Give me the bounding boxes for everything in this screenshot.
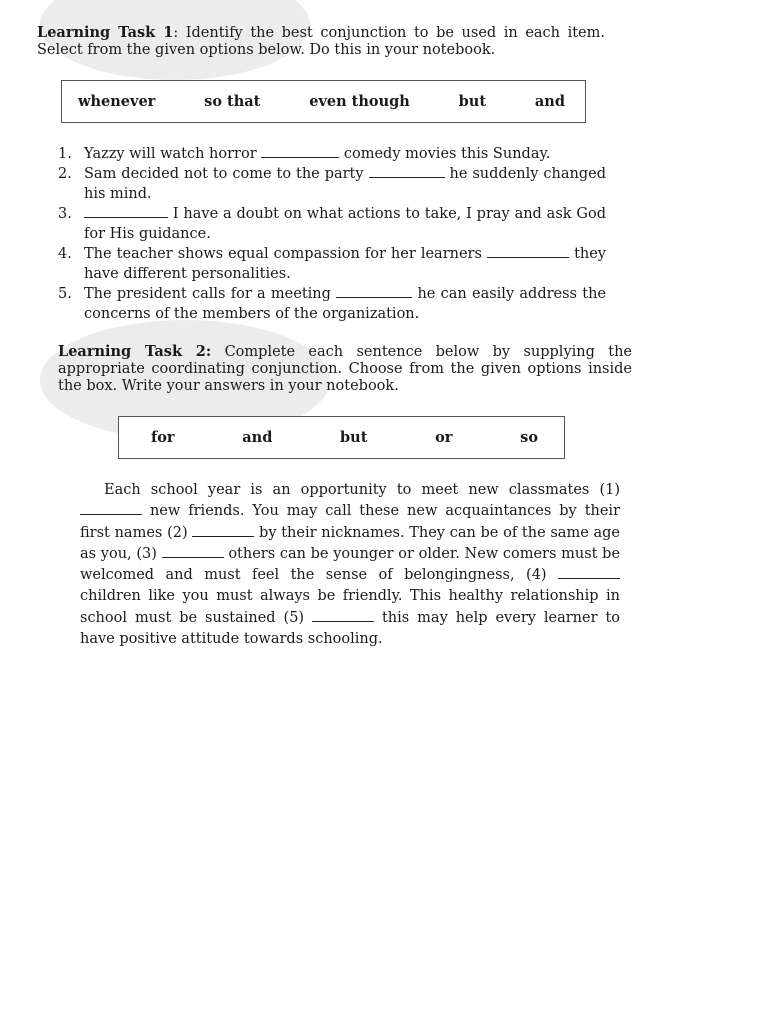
task1-options-box (61, 80, 586, 123)
option-but: but (458, 93, 487, 110)
task1-item-list (58, 144, 606, 324)
task2-paragraph: Each school year is an opportunity to meet new classmates (1) new friends. You may call these new acquaintances by their first names (2) by their nicknames. They can be of the same age as you, (3) others can be younger or older. New comers must be welcomed and must feel the sense of belongingness, (4) children like you must always be friendly. This healthy relationship in school must be sustained (5) this may help every learner to have positive attitude towards schooling. (80, 482, 621, 648)
answer-blank (336, 284, 412, 298)
list-item: 4. The teacher shows equal compassion for her learners they have different personalities. (58, 246, 607, 282)
task2-instruction-text: Complete each sentence below by supplying the appropriate coordinating conjunction. Choose from the given options inside the box. Write your answers in your notebook. (58, 344, 632, 394)
task1-instruction (37, 24, 605, 59)
answer-blank (80, 501, 142, 515)
task2-label: Learning Task 2: (58, 343, 212, 360)
option-for: for (151, 429, 175, 446)
option-and: and (242, 429, 273, 446)
list-item: 5. The president calls for a meeting he can easily address the concerns of the members of the organization. (58, 286, 607, 322)
option-or: or (435, 429, 453, 446)
option-and: and (534, 93, 565, 110)
task2-options-box (118, 416, 565, 459)
answer-blank (487, 244, 569, 258)
list-item: 1. Yazzy will watch horror comedy movies this Sunday. (58, 146, 551, 162)
option-so-that: so that (204, 93, 261, 110)
list-item: 2. Sam decided not to come to the party he suddenly changed his mind. (58, 166, 606, 202)
task1-label: Learning Task 1 (37, 24, 174, 41)
task2-instruction (58, 343, 632, 395)
answer-blank (369, 164, 445, 178)
list-item: 3. I have a doubt on what actions to take, I pray and ask God for His guidance. (58, 206, 607, 242)
answer-blank (192, 523, 254, 537)
answer-blank (261, 144, 339, 158)
option-whenever: whenever (78, 93, 156, 110)
option-but: but (340, 429, 368, 446)
answer-blank (312, 608, 374, 622)
answer-blank (162, 544, 224, 558)
answer-blank (84, 204, 168, 218)
task1-instruction-text: : Identify the best conjunction to be used in each item. Select from the given options below. Do this in your notebook. (37, 25, 605, 58)
answer-blank (558, 565, 620, 579)
option-so: so (520, 429, 538, 446)
option-even-though: even though (309, 93, 410, 110)
